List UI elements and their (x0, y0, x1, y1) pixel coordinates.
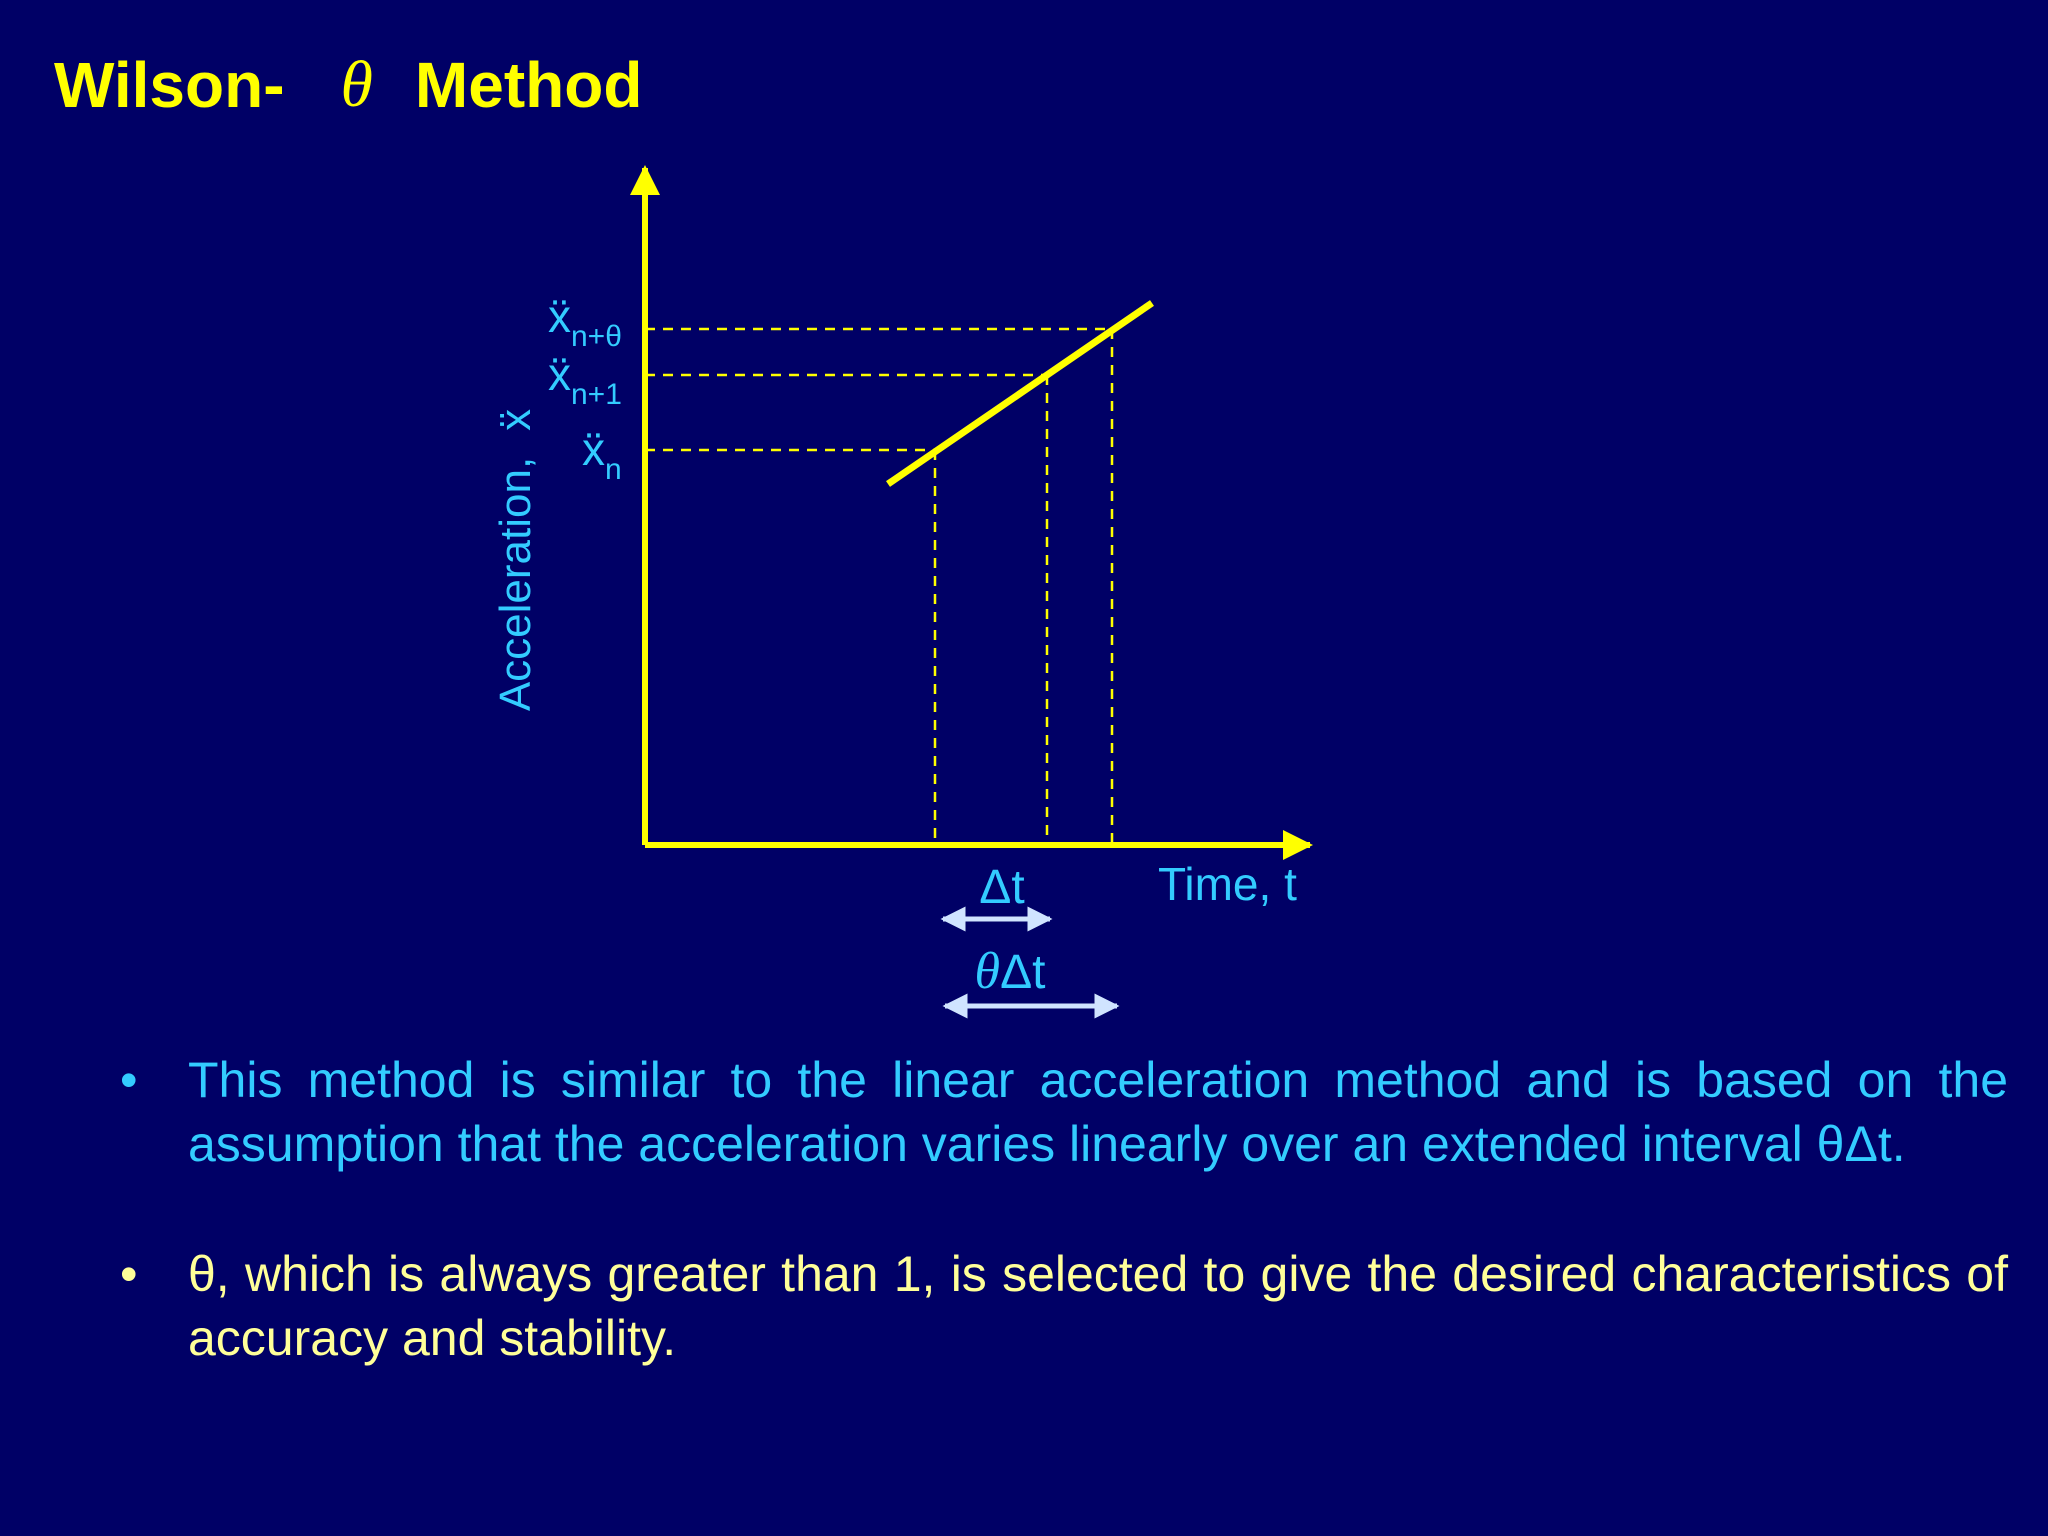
title-theta-symbol: θ (340, 48, 373, 121)
title-prefix: Wilson- (54, 49, 285, 121)
bullet-item (120, 1048, 2008, 1176)
level-symbol: ẍ (548, 348, 571, 400)
bullet-text: This method is similar to the linear acceleration method and is based on the assumption that the acceleration varies linearly over an extended interval θΔt. (188, 1052, 2008, 1172)
level-subscript: n+1 (571, 378, 622, 411)
bullet-marker: • (120, 1052, 138, 1108)
level-subscript: n (605, 453, 622, 486)
bullet-item (120, 1242, 2008, 1370)
y-axis-label (491, 409, 540, 711)
title-suffix: Method (414, 49, 643, 121)
bullet-marker: • (120, 1246, 138, 1302)
level-label-n-theta (548, 290, 622, 353)
level-label-n (582, 423, 622, 486)
y-axis-symbol: ẍ (491, 408, 540, 431)
extended-interval-label (975, 943, 1046, 1000)
extended-interval-theta: θ (974, 943, 1001, 1000)
level-label-n-1 (548, 348, 622, 411)
level-symbol: ẍ (582, 423, 605, 475)
level-subscript: n+θ (571, 320, 622, 353)
bullet-list (120, 1048, 2008, 1370)
y-axis-label-text: Acceleration, (491, 456, 540, 712)
level-symbol: ẍ (548, 290, 571, 342)
interval-label: Δt (979, 861, 1025, 914)
bullet-text: θ, which is always greater than 1, is selected to give the desired characteristics of accuracy and stability. (188, 1246, 2008, 1366)
x-axis-label: Time, t (1158, 858, 1297, 910)
extended-interval-delta-t: Δt (1000, 946, 1046, 999)
